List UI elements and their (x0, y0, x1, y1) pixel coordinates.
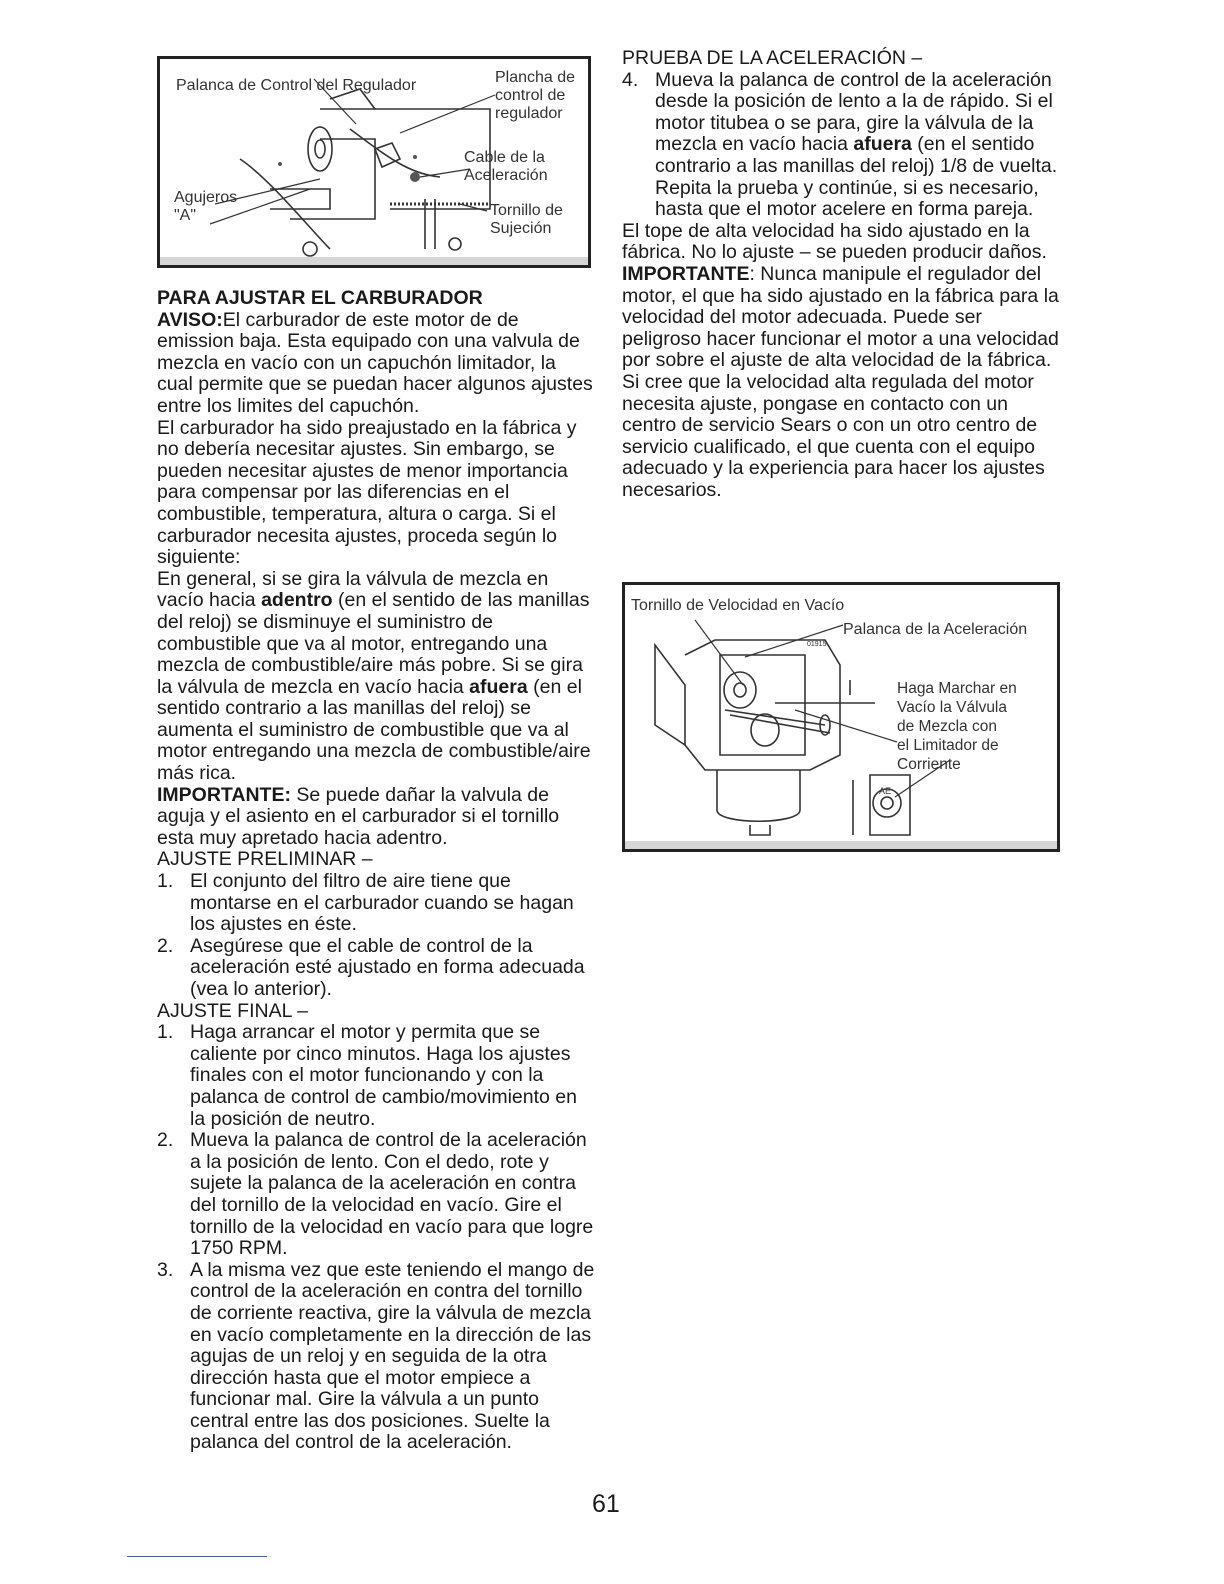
list-text: A la misma vez que este teniendo el mango de control de la aceleración en contra del tornillo de corriente reactiva, gire la válvula de mezcla en vacío completamente en la dirección de las agujas de un reloj y en seguida de la otra dirección hasta que el motor empiece a funcionar mal. Gire la válvula a un punto central entre las dos posiciones. Suelte la palanca del control de la aceleración. (190, 1258, 595, 1454)
right-column (622, 48, 1062, 501)
clamp-screw-label: Tornillo de Sujeción (490, 202, 563, 237)
mixture-outward: afuera (469, 675, 528, 698)
list-number: 4. (622, 68, 639, 91)
list-text: El conjunto del filtro de aire tiene que montarse en el carburador cuando se hagan los ajustes en éste. (190, 870, 574, 936)
holes-a-label: Agujeros "A" (174, 189, 238, 224)
item4-outward: afuera (853, 133, 912, 156)
aviso-paragraph (157, 310, 597, 418)
throttle-cable-label: Cable de la Aceleración (464, 149, 548, 184)
aviso-label: AVISO: (157, 308, 223, 331)
list-item (157, 871, 597, 936)
page-number: 61 (592, 1490, 620, 1518)
mixture-text-c: (en el sentido de las manillas del reloj) se disminuye el suministro de combustible que va al motor, entregando una mezcla de combustible/aire más pobre. Si se gira la válvula de mezcla en vacío hacia (157, 589, 590, 698)
carburetor-figure (622, 582, 1060, 852)
idle-screw-label: Tornillo de Velocidad en Vacío (631, 597, 845, 614)
mixture-text-d: (en el sentido contrario a las manillas del reloj) se aumenta el suministro de combustible que va al motor entregando una mezcla de combustible/aire más rica. (157, 675, 591, 785)
list-number: 3. (157, 1258, 174, 1281)
list-number: 2. (157, 1129, 174, 1152)
list-item (622, 70, 1062, 221)
prelim-heading: AJUSTE PRELIMINAR – (157, 848, 373, 871)
mixture-inward: adentro (261, 589, 333, 612)
importante-text: Se puede dañar la valvula de aguja y el asiento en el carburador si el tornillo esta muy apretado hacia adentro. (157, 783, 560, 849)
list-item (157, 1260, 597, 1454)
importante-label: IMPORTANTE (622, 262, 750, 285)
part-code-label: 01915 (807, 641, 827, 648)
list-text: Asegúrese que el cable de control de la aceleración esté ajustado en forma adecuada (vea lo anterior). (190, 934, 585, 1000)
list-number: 1. (157, 870, 174, 893)
accel-heading: PRUEBA DE LA ACELERACIÓN – (622, 47, 923, 69)
governor-lever-label: Palanca de Control del Regulador (176, 77, 417, 94)
list-number: 1. (157, 1021, 174, 1044)
importante-paragraph (157, 785, 597, 850)
list-text: Mueva la palanca de control de la aceleración a la posición de lento. Con el dedo, rote y sujete la palanca de la aceleración en contra del tornillo de la velocidad en vacío. Gire el tornillo de la velocidad en vacío para que logre 1750 RPM. (190, 1129, 594, 1260)
preset-paragraph: El carburador ha sido preajustado en la fábrica y no debería necesitar ajustes. Sin embargo, se pueden necesitar ajustes de menor importancia para compensar por las diferencias en el combustible, temperatura, altura o carga. Si el carburador necesita ajustes, proceda según lo siguiente: (157, 416, 577, 569)
governor-plate-label: Plancha de control de regulador (495, 69, 576, 122)
item4-text-a: Mueva la palanca de control de la aceleración desde la posición de lento a la de rápido. Si el motor titubea o se para, gire la válvula de la mezcla en vacío hacia (655, 68, 1053, 156)
idle-valve-label: Haga Marchar en Vacío la Válvula de Mezcla con el Limitador de Corriente (897, 680, 1017, 773)
limiter-cap-text: AE (879, 786, 892, 796)
importante-text: : Nunca manipule el regulador del motor, el que ha sido ajustado en la fábrica para la velocidad del motor adecuada. Puede ser peligroso hacer funcionar el motor a una velocidad por sobre el ajuste de alta velocidad de la fábrica. Si cree que la velocidad alta regulada del motor necesita ajuste, pongase en contacto con un centro de servicio Sears o con un otro centro de servicio cualificado, el que cuenta con el equipo adecuado y la experiencia para hacer los ajustes necesarios. (622, 262, 1059, 501)
carburetor-heading: PARA AJUSTAR EL CARBURADOR (157, 287, 483, 309)
list-number: 2. (157, 934, 174, 957)
left-column (157, 288, 597, 1454)
throttle-lever-label: Palanca de la Aceleración (843, 621, 1028, 638)
governor-warning-paragraph (622, 264, 1062, 502)
aviso-text: El carburador de este motor de de emission baja. Esta equipado con una valvula de mezcla en vacío con un capuchón limitador, la cual permite que se puedan hacer algunos ajustes entre los limites del capuchón. (157, 308, 593, 417)
governor-figure (157, 56, 591, 268)
importante-label: IMPORTANTE: (157, 783, 291, 806)
mixture-text-a: En general, si se gira la válvula de mezcla en vacío hacia (157, 567, 549, 612)
item4-text-c: (en el sentido contrario a las manillas del reloj) 1/8 de vuelta. Repita la prueba y continúe, si es necesario, hasta que el motor acelere en forma pareja. (655, 133, 1058, 221)
final-heading: AJUSTE FINAL – (157, 999, 308, 1022)
list-item (157, 1130, 597, 1260)
list-item (157, 936, 597, 1001)
high-speed-paragraph: El tope de alta velocidad ha sido ajustado en la fábrica. No lo ajuste – se pueden producir daños. (622, 219, 1047, 264)
list-item (157, 1022, 597, 1130)
footer-divider (127, 1556, 267, 1557)
list-text: Haga arrancar el motor y permita que se caliente por cinco minutos. Haga los ajustes finales con el motor funcionando y con la palanca de control de cambio/movimiento en la posición de neutro. (190, 1021, 577, 1130)
list-text (655, 70, 1062, 221)
mixture-paragraph (157, 569, 597, 785)
